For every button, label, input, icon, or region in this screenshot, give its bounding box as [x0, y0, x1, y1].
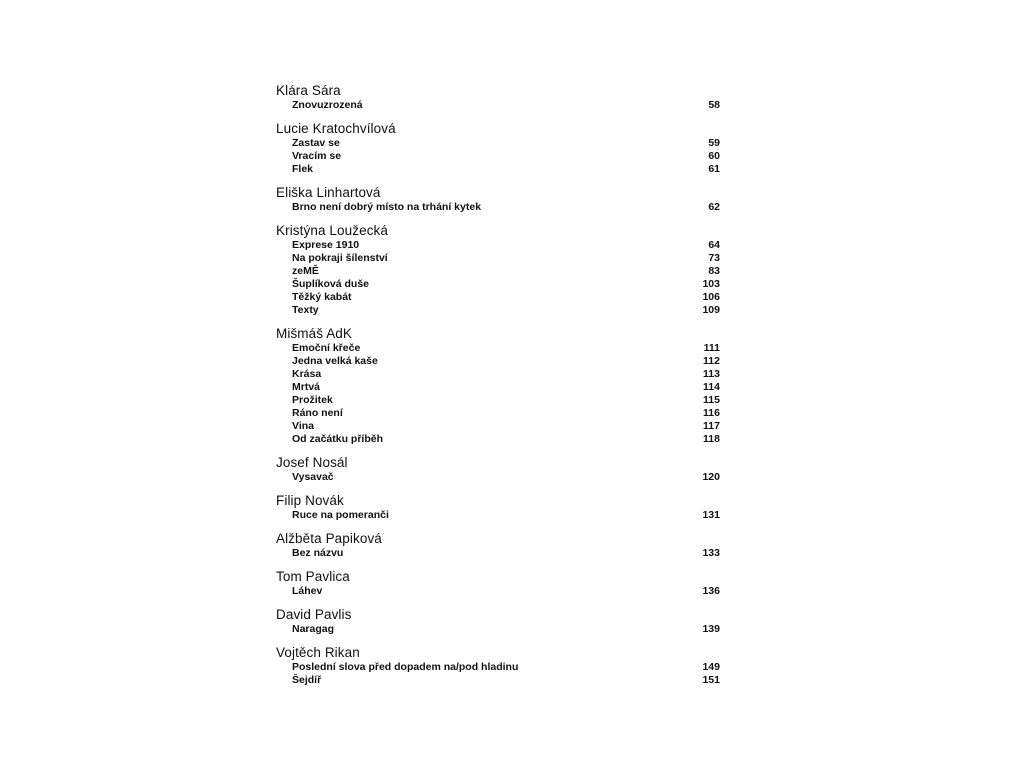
entry-title: Krása	[292, 368, 322, 380]
toc-entry	[276, 291, 720, 304]
entry-page-number: 118	[703, 433, 720, 445]
entry-page-number: 133	[702, 547, 720, 559]
toc-entry	[276, 547, 720, 560]
author-name: Vojtěch Rikan	[276, 645, 360, 660]
toc-entry	[276, 150, 720, 163]
entry-title: Ráno není	[292, 407, 343, 419]
entry-page-number: 113	[703, 368, 720, 380]
toc-entry	[276, 304, 720, 317]
entry-title: Prožitek	[292, 394, 333, 406]
toc-entry	[276, 433, 720, 446]
entry-page-number: 106	[702, 291, 720, 303]
toc-entry	[276, 239, 720, 252]
entry-title: Šejdíř	[292, 674, 322, 686]
author-section	[276, 493, 720, 522]
author-name: Mišmáš AdK	[276, 326, 353, 341]
entry-title: Zastav se	[292, 137, 340, 149]
entry-page-number: 136	[702, 585, 720, 597]
author-name: Klára Sára	[276, 83, 341, 98]
toc-entry	[276, 585, 720, 598]
entry-page-number: 60	[708, 150, 720, 162]
toc-entry	[276, 394, 720, 407]
entry-title: Brno není dobrý místo na trhání kytek	[292, 201, 482, 213]
entry-page-number: 58	[708, 99, 720, 111]
author-section	[276, 185, 720, 214]
toc-entry	[276, 381, 720, 394]
toc-entry	[276, 99, 720, 112]
entry-title: Bez názvu	[292, 547, 344, 559]
entry-title: Naragag	[292, 623, 335, 635]
entry-page-number: 120	[702, 471, 720, 483]
author-name: Tom Pavlica	[276, 569, 350, 584]
entry-title: zeMĚ	[292, 265, 319, 277]
toc-entry	[276, 509, 720, 522]
toc-entry	[276, 661, 720, 674]
author-name: Eliška Linhartová	[276, 185, 381, 200]
entry-page-number: 62	[708, 201, 720, 213]
entry-title: Emoční křeče	[292, 342, 361, 354]
toc-entry	[276, 278, 720, 291]
entry-page-number: 59	[708, 137, 720, 149]
author-section	[276, 121, 720, 176]
toc-entry	[276, 368, 720, 381]
toc-entry	[276, 420, 720, 433]
author-section	[276, 83, 720, 112]
author-section	[276, 531, 720, 560]
author-section	[276, 326, 720, 446]
entry-title: Od začátku příběh	[292, 433, 384, 445]
entry-title: Poslední slova před dopadem na/pod hladinu	[292, 661, 519, 673]
entry-title: Těžký kabát	[292, 291, 352, 303]
entry-page-number: 61	[708, 163, 720, 175]
toc-entry	[276, 201, 720, 214]
author-section	[276, 455, 720, 484]
entry-page-number: 64	[708, 239, 720, 251]
entry-page-number: 83	[708, 265, 720, 277]
entry-title: Vracím se	[292, 150, 342, 162]
entry-page-number: 103	[702, 278, 720, 290]
author-name: Filip Novák	[276, 493, 344, 508]
toc-entry	[276, 355, 720, 368]
entry-page-number: 149	[702, 661, 720, 673]
entry-title: Vysavač	[292, 471, 334, 483]
author-name: Lucie Kratochvílová	[276, 121, 396, 136]
entry-title: Exprese 1910	[292, 239, 360, 251]
entry-title: Ruce na pomeranči	[292, 509, 389, 521]
author-section	[276, 645, 720, 687]
toc-entry	[276, 265, 720, 278]
entry-title: Na pokraji šílenství	[292, 252, 388, 264]
entry-title: Šuplíková duše	[292, 278, 370, 290]
entry-page-number: 73	[708, 252, 720, 264]
toc-entry	[276, 407, 720, 420]
author-section	[276, 569, 720, 598]
toc-entry	[276, 163, 720, 176]
entry-title: Mrtvá	[292, 381, 321, 393]
entry-page-number: 115	[703, 394, 720, 406]
entry-title: Vina	[292, 420, 314, 432]
toc-entry	[276, 471, 720, 484]
entry-title: Texty	[292, 304, 319, 316]
entry-page-number: 117	[703, 420, 720, 432]
toc-entry	[276, 623, 720, 636]
author-name: Alžběta Papiková	[276, 531, 382, 546]
entry-page-number: 112	[703, 355, 720, 367]
entry-page-number: 139	[702, 623, 720, 635]
entry-page-number: 114	[703, 381, 720, 393]
entry-title: Flek	[292, 163, 314, 175]
entry-page-number: 131	[702, 509, 720, 521]
author-section	[276, 223, 720, 317]
author-section	[276, 607, 720, 636]
toc-entry	[276, 342, 720, 355]
author-name: Josef Nosál	[276, 455, 348, 470]
table-of-contents	[276, 83, 720, 696]
entry-page-number: 111	[703, 342, 720, 354]
author-name: Kristýna Loužecká	[276, 223, 389, 238]
entry-page-number: 151	[702, 674, 720, 686]
entry-title: Jedna velká kaše	[292, 355, 378, 367]
toc-entry	[276, 137, 720, 150]
author-name: David Pavlis	[276, 607, 352, 622]
entry-page-number: 116	[703, 407, 720, 419]
toc-entry	[276, 674, 720, 687]
entry-title: Láhev	[292, 585, 323, 597]
entry-page-number: 109	[702, 304, 720, 316]
toc-entry	[276, 252, 720, 265]
entry-title: Znovuzrozená	[292, 99, 363, 111]
